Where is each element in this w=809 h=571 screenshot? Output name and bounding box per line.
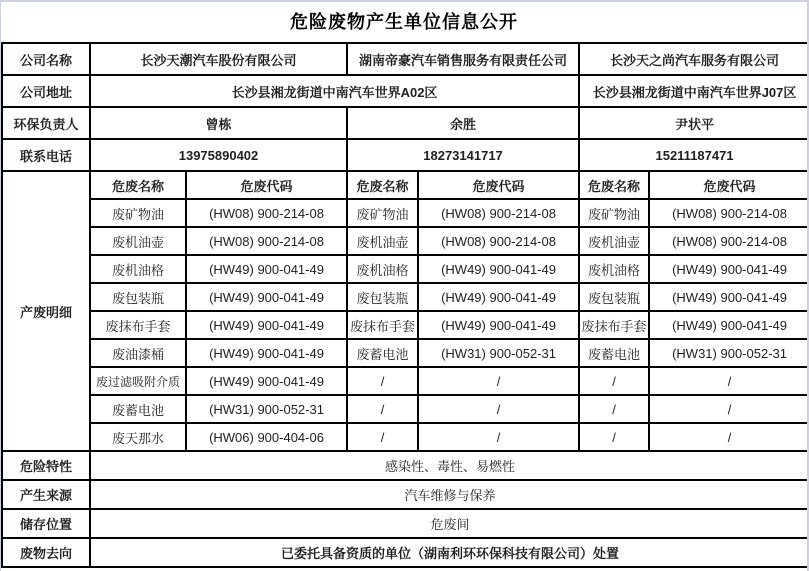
row-label-phone: 联系电话 bbox=[2, 139, 90, 171]
waste-code-cell: (HW49) 900-041-49 bbox=[649, 255, 809, 283]
waste-name-cell: 废机油格 bbox=[347, 255, 418, 283]
page-title: 危险废物产生单位信息公开 bbox=[290, 12, 518, 32]
phone-2-cell: 18273141717 bbox=[347, 139, 579, 171]
waste-code-cell: (HW08) 900-214-08 bbox=[418, 199, 579, 227]
source-row bbox=[2, 480, 809, 509]
waste-name-cell: 废蓄电池 bbox=[347, 339, 418, 367]
waste-name-cell: 废包装瓶 bbox=[579, 283, 649, 311]
row-label-storage: 储存位置 bbox=[2, 509, 90, 538]
company-address-row bbox=[2, 75, 809, 107]
phone-row bbox=[2, 139, 809, 171]
waste-row bbox=[2, 367, 809, 395]
waste-row bbox=[2, 199, 809, 227]
storage-row bbox=[2, 509, 809, 538]
waste-code-cell: (HW08) 900-214-08 bbox=[186, 227, 347, 255]
waste-name-cell: 废抹布手套 bbox=[347, 311, 418, 339]
destination-cell: 已委托具备资质的单位（湖南利环环保科技有限公司）处置 bbox=[90, 538, 809, 567]
disclosure-table bbox=[1, 42, 809, 568]
waste-name-cell: / bbox=[579, 367, 649, 395]
company-3-name-cell: 长沙天之尚汽车服务有限公司 bbox=[579, 43, 809, 75]
waste-header-name-cell: 危废名称 bbox=[579, 171, 649, 199]
waste-code-cell: (HW49) 900-041-49 bbox=[418, 283, 579, 311]
waste-name-cell: 废蓄电池 bbox=[90, 395, 186, 423]
waste-header-name-cell: 危废名称 bbox=[90, 171, 186, 199]
waste-header-row bbox=[2, 171, 809, 199]
storage-cell: 危废间 bbox=[90, 509, 809, 538]
waste-name-cell: 废机油格 bbox=[90, 255, 186, 283]
env-officer-row bbox=[2, 107, 809, 139]
waste-header-code-cell: 危废代码 bbox=[649, 171, 809, 199]
waste-name-cell: / bbox=[579, 423, 649, 451]
waste-name-cell: 废机油壶 bbox=[347, 227, 418, 255]
waste-code-cell: (HW49) 900-041-49 bbox=[418, 311, 579, 339]
source-cell: 汽车维修与保养 bbox=[90, 480, 809, 509]
waste-row bbox=[2, 311, 809, 339]
waste-name-cell: 废机油壶 bbox=[579, 227, 649, 255]
waste-code-cell: (HW31) 900-052-31 bbox=[186, 395, 347, 423]
waste-name-cell: 废矿物油 bbox=[90, 199, 186, 227]
waste-name-cell: 废天那水 bbox=[90, 423, 186, 451]
waste-code-cell: (HW08) 900-214-08 bbox=[649, 227, 809, 255]
waste-name-cell: 废过滤吸附介质 bbox=[90, 367, 186, 395]
waste-header-name-cell: 危废名称 bbox=[347, 171, 418, 199]
waste-code-cell: / bbox=[418, 395, 579, 423]
waste-code-cell: / bbox=[649, 423, 809, 451]
waste-name-cell: 废抹布手套 bbox=[579, 311, 649, 339]
waste-code-cell: (HW49) 900-041-49 bbox=[186, 283, 347, 311]
waste-name-cell: 废包装瓶 bbox=[347, 283, 418, 311]
waste-code-cell: (HW49) 900-041-49 bbox=[186, 367, 347, 395]
waste-name-cell: 废矿物油 bbox=[579, 199, 649, 227]
waste-name-cell: / bbox=[579, 395, 649, 423]
waste-row bbox=[2, 255, 809, 283]
officer-1-cell: 曾栋 bbox=[90, 107, 347, 139]
hazard-traits-cell: 感染性、毒性、易燃性 bbox=[90, 451, 809, 480]
waste-code-cell: (HW08) 900-214-08 bbox=[649, 199, 809, 227]
waste-name-cell: 废矿物油 bbox=[347, 199, 418, 227]
waste-code-cell: / bbox=[649, 395, 809, 423]
waste-code-cell: (HW49) 900-041-49 bbox=[186, 339, 347, 367]
phone-3-cell: 15211187471 bbox=[579, 139, 809, 171]
waste-row bbox=[2, 227, 809, 255]
officer-3-cell: 尹状平 bbox=[579, 107, 809, 139]
waste-code-cell: (HW49) 900-041-49 bbox=[649, 311, 809, 339]
row-label-hazard-traits: 危险特性 bbox=[2, 451, 90, 480]
company-2-name-cell: 湖南帝豪汽车销售服务有限责任公司 bbox=[347, 43, 579, 75]
waste-name-cell: / bbox=[347, 395, 418, 423]
waste-code-cell: (HW08) 900-214-08 bbox=[418, 227, 579, 255]
phone-1-cell: 13975890402 bbox=[90, 139, 347, 171]
waste-code-cell: (HW08) 900-214-08 bbox=[186, 199, 347, 227]
row-label-company-address: 公司地址 bbox=[2, 75, 90, 107]
waste-code-cell: (HW31) 900-052-31 bbox=[649, 339, 809, 367]
waste-row bbox=[2, 395, 809, 423]
waste-name-cell: / bbox=[347, 423, 418, 451]
waste-header-code-cell: 危废代码 bbox=[186, 171, 347, 199]
company-name-row bbox=[2, 43, 809, 75]
waste-name-cell: 废抹布手套 bbox=[90, 311, 186, 339]
waste-name-cell: 废蓄电池 bbox=[579, 339, 649, 367]
waste-code-cell: / bbox=[418, 367, 579, 395]
waste-header-code-cell: 危废代码 bbox=[418, 171, 579, 199]
waste-code-cell: (HW49) 900-041-49 bbox=[649, 283, 809, 311]
destination-row bbox=[2, 538, 809, 567]
company-1-name-cell: 长沙天潮汽车股份有限公司 bbox=[90, 43, 347, 75]
waste-name-cell: 废机油格 bbox=[579, 255, 649, 283]
waste-code-cell: (HW31) 900-052-31 bbox=[418, 339, 579, 367]
row-label-destination: 废物去向 bbox=[2, 538, 90, 567]
waste-code-cell: (HW49) 900-041-49 bbox=[418, 255, 579, 283]
waste-name-cell: 废油漆桶 bbox=[90, 339, 186, 367]
waste-name-cell: 废包装瓶 bbox=[90, 283, 186, 311]
waste-code-cell: (HW49) 900-041-49 bbox=[186, 311, 347, 339]
waste-row bbox=[2, 283, 809, 311]
row-label-waste-detail: 产废明细 bbox=[2, 171, 90, 451]
waste-row bbox=[2, 423, 809, 451]
waste-code-cell: (HW49) 900-041-49 bbox=[186, 255, 347, 283]
waste-code-cell: (HW06) 900-404-06 bbox=[186, 423, 347, 451]
waste-row bbox=[2, 339, 809, 367]
row-label-company-name: 公司名称 bbox=[2, 43, 90, 75]
waste-name-cell: 废机油壶 bbox=[90, 227, 186, 255]
row-label-source: 产生来源 bbox=[2, 480, 90, 509]
waste-code-cell: / bbox=[649, 367, 809, 395]
hazard-traits-row bbox=[2, 451, 809, 480]
waste-name-cell: / bbox=[347, 367, 418, 395]
waste-code-cell: / bbox=[418, 423, 579, 451]
officer-2-cell: 余胜 bbox=[347, 107, 579, 139]
address-b-cell: 长沙县湘龙街道中南汽车世界J07区 bbox=[579, 75, 809, 107]
row-label-env-officer: 环保负责人 bbox=[2, 107, 90, 139]
address-a-cell: 长沙县湘龙街道中南汽车世界A02区 bbox=[90, 75, 579, 107]
